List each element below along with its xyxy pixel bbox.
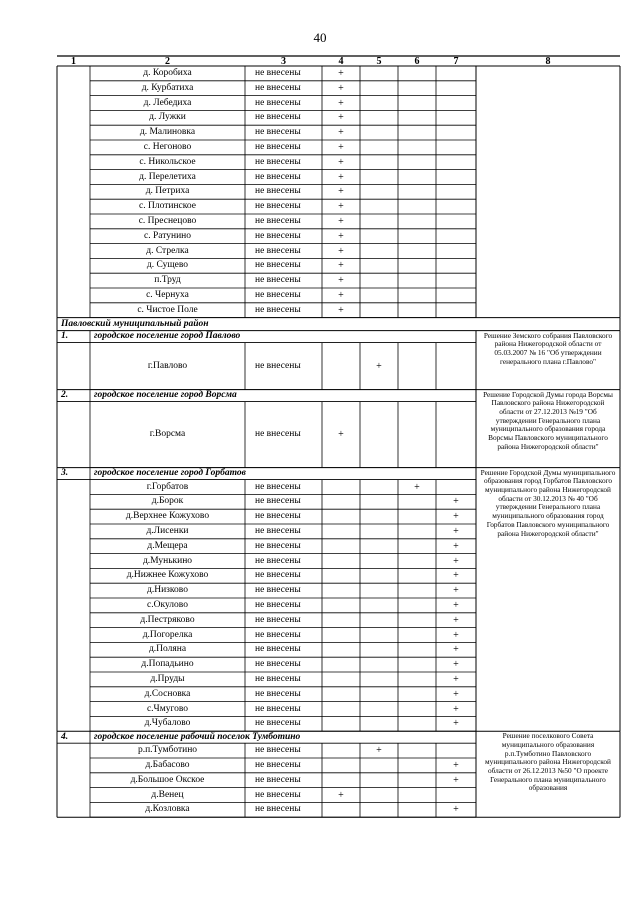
status-not-entered: не внесены bbox=[255, 599, 301, 610]
plus-mark: + bbox=[453, 599, 459, 611]
plus-mark: + bbox=[414, 481, 420, 493]
status-not-entered: не внесены bbox=[255, 673, 301, 684]
status-not-entered: не внесены bbox=[255, 745, 301, 756]
plus-mark: + bbox=[338, 156, 344, 168]
column-header-5: 5 bbox=[376, 55, 382, 67]
settlement-number: 3. bbox=[61, 468, 69, 479]
status-not-entered: не внесены bbox=[255, 67, 301, 78]
plus-mark: + bbox=[453, 570, 459, 582]
plus-mark: + bbox=[338, 127, 344, 139]
settlement-name: д.Поляна bbox=[148, 644, 187, 655]
plus-mark: + bbox=[338, 82, 344, 94]
district-heading: Павловский муниципальный район bbox=[61, 318, 209, 329]
page-number: 40 bbox=[313, 30, 327, 45]
settlement-name: с. Ратунино bbox=[144, 230, 191, 241]
status-not-entered: не внесены bbox=[255, 703, 301, 714]
plus-mark: + bbox=[453, 496, 459, 508]
settlement-name: д.Мещера bbox=[147, 540, 188, 551]
status-not-entered: не внесены bbox=[255, 585, 301, 596]
decision-note: Решение Городской Думы города Ворсмы Павловского района Нижегородской области от 27.12.2013 №19 "Об утверждении Генерального плана муниципального образования города Ворсмы Павловского муниципального района Нижегородской области" bbox=[483, 389, 613, 451]
settlement-name: д. Коробиха bbox=[143, 67, 192, 78]
settlement-name: д.Пестряково bbox=[140, 614, 195, 625]
plus-mark: + bbox=[338, 289, 344, 301]
decision-note: Решение Городской Думы муниципального образования город Горбатов Павловского муниципального района Нижегородской области от 30.12.2013 № 40 "Об утверждении Генерального плана муниципального образования город Горбатов Павловского муниципального района Нижегородской области" bbox=[480, 467, 616, 538]
status-not-entered: не внесены bbox=[255, 718, 301, 729]
status-not-entered: не внесены bbox=[255, 186, 301, 197]
status-not-entered: не внесены bbox=[255, 112, 301, 123]
decision-note: Решение Земского собрания Павловского района Нижегородской области от 05.03.2007 № 16 "Об утверждении генерального плана г.Павлово" bbox=[483, 330, 613, 366]
settlement-name: р.п.Тумботино bbox=[137, 745, 198, 756]
plus-mark: + bbox=[338, 275, 344, 287]
plus-mark: + bbox=[338, 304, 344, 316]
settlement-name: д.Большое Окское bbox=[130, 774, 205, 785]
settlement-name: г.Ворсма bbox=[149, 429, 186, 440]
settlement-name: д.Козловка bbox=[145, 804, 190, 815]
settlement-name: д.Бабасово bbox=[145, 759, 190, 770]
plus-mark: + bbox=[376, 360, 382, 372]
settlement-heading: городское поселение город Горбатов bbox=[94, 468, 246, 479]
settlement-name: д. Лебедиха bbox=[143, 97, 192, 108]
plus-mark: + bbox=[338, 112, 344, 124]
plus-mark: + bbox=[338, 201, 344, 213]
status-not-entered: не внесены bbox=[255, 275, 301, 286]
status-not-entered: не внесены bbox=[255, 759, 301, 770]
plus-mark: + bbox=[453, 804, 459, 816]
plus-mark: + bbox=[453, 659, 459, 671]
status-not-entered: не внесены bbox=[255, 230, 301, 241]
settlement-name: д. Перелетиха bbox=[139, 171, 196, 182]
settlement-name: д.Чубалово bbox=[144, 718, 191, 729]
status-not-entered: не внесены bbox=[255, 171, 301, 182]
plus-mark: + bbox=[453, 774, 459, 786]
status-not-entered: не внесены bbox=[255, 570, 301, 581]
settlement-name: г.Павлово bbox=[147, 360, 188, 371]
status-not-entered: не внесены bbox=[255, 215, 301, 226]
plus-mark: + bbox=[453, 525, 459, 537]
plus-mark: + bbox=[453, 688, 459, 700]
plus-mark: + bbox=[453, 511, 459, 523]
status-not-entered: не внесены bbox=[255, 804, 301, 815]
status-not-entered: не внесены bbox=[255, 141, 301, 152]
column-header-3: 3 bbox=[281, 55, 286, 67]
settlement-name: с. Плотинское bbox=[139, 201, 196, 212]
settlement-heading: городское поселение город Ворсма bbox=[94, 390, 237, 401]
plus-mark: + bbox=[338, 171, 344, 183]
settlement-name: с. Чернуха bbox=[146, 289, 189, 300]
status-not-entered: не внесены bbox=[255, 429, 301, 440]
settlement-name: д.Борок bbox=[151, 496, 184, 507]
plus-mark: + bbox=[338, 215, 344, 227]
status-not-entered: не внесены bbox=[255, 156, 301, 167]
settlement-name: г.Горбатов bbox=[146, 481, 189, 492]
settlement-name: с.Окулово bbox=[147, 599, 188, 610]
settlement-name: д.Лисенки bbox=[146, 525, 189, 536]
plus-mark: + bbox=[453, 703, 459, 715]
status-not-entered: не внесены bbox=[255, 555, 301, 566]
plus-mark: + bbox=[338, 429, 344, 441]
settlement-name: д.Мунькино bbox=[142, 555, 193, 566]
settlement-name: с. Негоново bbox=[143, 141, 192, 152]
plus-mark: + bbox=[338, 97, 344, 109]
status-not-entered: не внесены bbox=[255, 789, 301, 800]
plus-mark: + bbox=[453, 629, 459, 641]
plus-mark: + bbox=[453, 614, 459, 626]
status-not-entered: не внесены bbox=[255, 525, 301, 536]
settlement-name: с.Чмугово bbox=[146, 703, 189, 714]
status-not-entered: не внесены bbox=[255, 688, 301, 699]
plus-mark: + bbox=[453, 718, 459, 730]
plus-mark: + bbox=[338, 230, 344, 242]
plus-mark: + bbox=[453, 540, 459, 552]
plus-mark: + bbox=[338, 67, 344, 79]
plus-mark: + bbox=[338, 245, 344, 257]
status-not-entered: не внесены bbox=[255, 774, 301, 785]
settlement-name: д.Низково bbox=[147, 585, 188, 596]
settlement-heading: городское поселение город Павлово bbox=[94, 331, 241, 342]
settlement-name: с. Никольское bbox=[139, 156, 196, 167]
settlement-name: д. Курбатиха bbox=[141, 82, 194, 93]
plus-mark: + bbox=[338, 186, 344, 198]
column-header-1: 1 bbox=[71, 55, 76, 67]
settlement-name: с. Преснецово bbox=[138, 215, 197, 226]
settlement-name: д.Нижнее Кожухово bbox=[126, 570, 209, 581]
settlement-name: д.Погорелка bbox=[142, 629, 193, 640]
status-not-entered: не внесены bbox=[255, 496, 301, 507]
settlement-name: д.Попадьино bbox=[141, 659, 194, 670]
status-not-entered: не внесены bbox=[255, 659, 301, 670]
settlement-heading: городское поселение рабочий поселок Тумботино bbox=[94, 731, 301, 742]
settlement-number: 2. bbox=[61, 390, 69, 401]
status-not-entered: не внесены bbox=[255, 360, 301, 371]
status-not-entered: не внесены bbox=[255, 304, 301, 315]
status-not-entered: не внесены bbox=[255, 644, 301, 655]
plus-mark: + bbox=[453, 673, 459, 685]
column-header-4: 4 bbox=[338, 55, 344, 67]
settlement-name: д. Лужки bbox=[149, 112, 186, 123]
column-header-7: 7 bbox=[453, 55, 459, 67]
settlement-name: д. Стрелка bbox=[146, 245, 189, 256]
settlement-number: 1. bbox=[61, 331, 69, 342]
plus-mark: + bbox=[338, 141, 344, 153]
status-not-entered: не внесены bbox=[255, 260, 301, 271]
settlement-name: д. Сущево bbox=[146, 260, 189, 271]
status-not-entered: не внесены bbox=[255, 540, 301, 551]
settlement-name: с. Чистое Поле bbox=[137, 304, 198, 315]
settlement-name: д.Венец bbox=[151, 789, 184, 800]
status-not-entered: не внесены bbox=[255, 289, 301, 300]
settlement-number: 4. bbox=[61, 731, 69, 742]
status-not-entered: не внесены bbox=[255, 97, 301, 108]
decision-note: Решение поселкового Совета муниципального образования р.п.Тумботино Павловского муниципального района Нижегородской области от 26.12.2013 №50 "О проекте Генерального плана муниципального образования bbox=[485, 731, 611, 793]
status-not-entered: не внесены bbox=[255, 629, 301, 640]
column-header-2: 2 bbox=[165, 55, 170, 67]
plus-mark: + bbox=[453, 585, 459, 597]
plus-mark: + bbox=[338, 789, 344, 801]
column-header-8: 8 bbox=[545, 55, 551, 67]
settlement-name: д.Пруды bbox=[150, 673, 185, 684]
status-not-entered: не внесены bbox=[255, 245, 301, 256]
plus-mark: + bbox=[453, 555, 459, 567]
status-not-entered: не внесены bbox=[255, 614, 301, 625]
column-header-6: 6 bbox=[414, 55, 420, 67]
settlement-name: д.Сосновка bbox=[144, 688, 191, 699]
status-not-entered: не внесены bbox=[255, 127, 301, 138]
plus-mark: + bbox=[453, 759, 459, 771]
plus-mark: + bbox=[376, 745, 382, 757]
status-not-entered: не внесены bbox=[255, 511, 301, 522]
settlement-name: д. Петриха bbox=[145, 186, 190, 197]
status-not-entered: не внесены bbox=[255, 481, 301, 492]
settlement-name: д. Малиновка bbox=[139, 127, 196, 138]
plus-mark: + bbox=[453, 644, 459, 656]
status-not-entered: не внесены bbox=[255, 201, 301, 212]
plus-mark: + bbox=[338, 260, 344, 272]
settlement-name: д.Верхнее Кожухово bbox=[125, 511, 210, 522]
status-not-entered: не внесены bbox=[255, 82, 301, 93]
settlement-name: п.Труд bbox=[154, 275, 181, 286]
